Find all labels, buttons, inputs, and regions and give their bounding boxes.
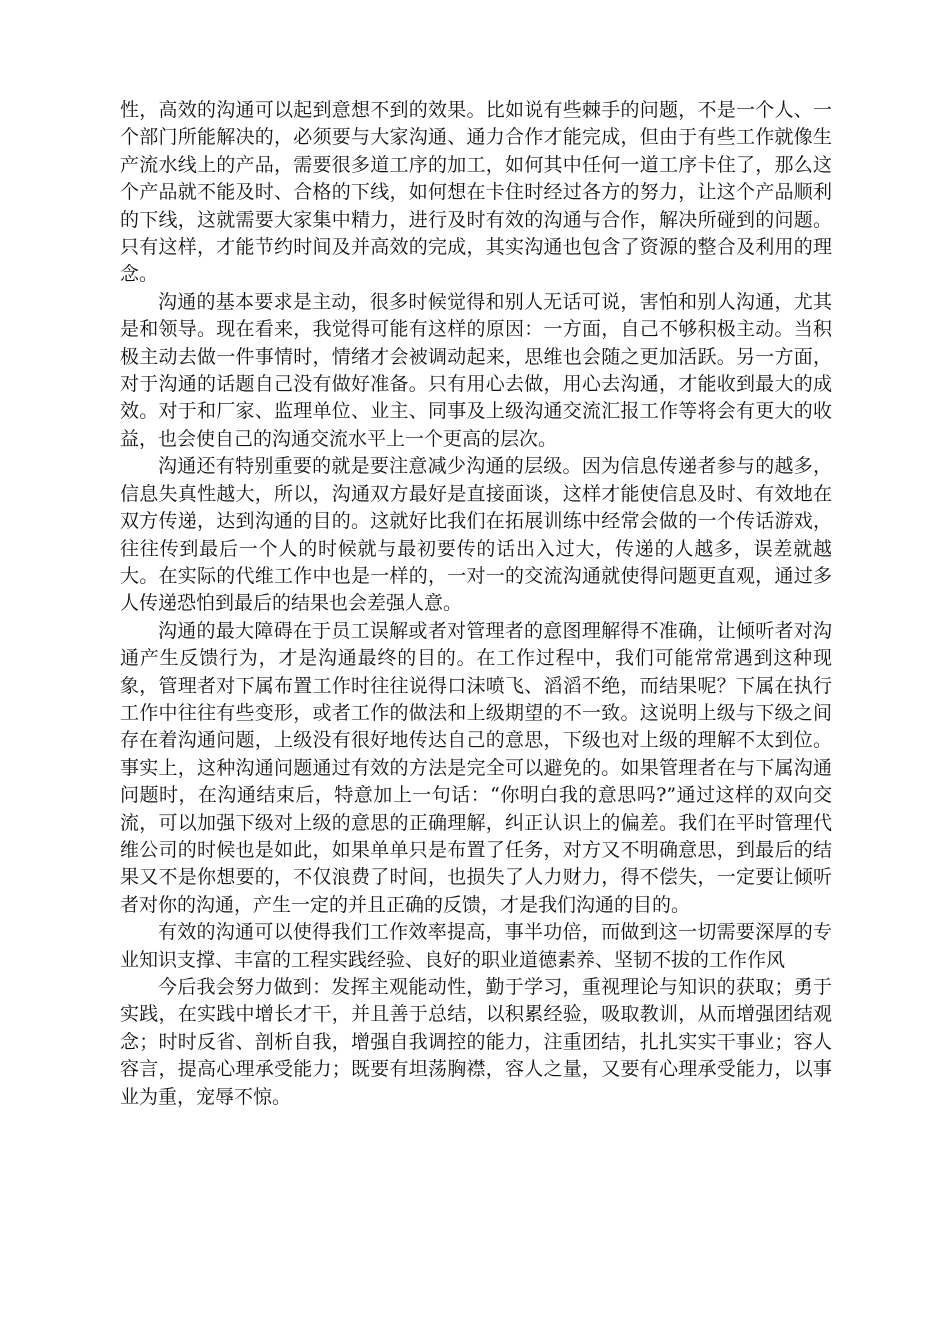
- paragraph-proactive-communication: 沟通的基本要求是主动，很多时候觉得和别人无话可说，害怕和别人沟通，尤其是和领导。现在看来，我觉得可能有这样的原因：一方面，自己不够积极主动。当积极主动去做一件事情时，情绪才会被调动起来，思维也会随之更加活跃。另一方面，对于沟通的话题自己没有做好准备。只有用心去做，用心去沟通，才能收到最大的成效。对于和厂家、监理单位、业主、同事及上级沟通交流汇报工作等将会有更大的收益，也会使自己的沟通交流水平上一个更高的层次。: [120, 290, 832, 450]
- paragraph-efficiency: 有效的沟通可以使得我们工作效率提高，事半功倍，而做到这一切需要深厚的专业知识支撑、丰富的工程实践经验、良好的职业道德素养、坚韧不拔的工作作风: [120, 921, 832, 971]
- paragraph-feedback: 沟通的最大障碍在于员工误解或者对管理者的意图理解得不准确，让倾听者对沟通产生反馈行为，才是沟通最终的目的。在工作过程中，我们可能常常遇到这种现象，管理者对下属布置工作时往往说得口沫喷飞、滔滔不绝，而结果呢？下属在执行工作中往往有些变形，或者工作的做法和上级期望的不一致。这说明上级与下级之间存在着沟通问题，上级没有很好地传达自己的意思，下级也对上级的理解不太到位。事实上，这种沟通问题通过有效的方法是完全可以避免的。如果管理者在与下属沟通问题时，在沟通结束后，特意加上一句话：“你明白我的意思吗?”通过这样的双向交流，可以加强下级对上级的意思的正确理解，纠正认识上的偏差。我们在平时管理代维公司的时候也是如此，如果单单只是布置了任务，对方又不明确意思，到最后的结果又不是你想要的，不仅浪费了时间，也损失了人力财力，得不偿失，一定要让倾听者对你的沟通，产生一定的并且正确的反馈，才是我们沟通的目的。: [120, 619, 832, 916]
- document-body: [120, 97, 832, 1111]
- paragraph-reduce-levels: 沟通还有特别重要的就是要注意减少沟通的层级。因为信息传递者参与的越多，信息失真性越大，所以，沟通双方最好是直接面谈，这样才能使信息及时、有效地在双方传递，达到沟通的目的。这就好比我们在拓展训练中经常会做的一个传话游戏，往往传到最后一个人的时候就与最初要传的话出入过大，传递的人越多，误差就越大。在实际的代维工作中也是一样的，一对一的交流沟通就使得问题更直观，通过多人传递恐怕到最后的结果也会差强人意。: [120, 455, 832, 615]
- paragraph-continued: 性，高效的沟通可以起到意想不到的效果。比如说有些棘手的问题，不是一个人、一个部门所能解决的，必须要与大家沟通、通力合作才能完成，但由于有些工作就像生产流水线上的产品，需要很多道工序的加工，如何其中任何一道工序卡住了，那么这个产品就不能及时、合格的下线，如何想在卡住时经过各方的努力，让这个产品顺利的下线，这就需要大家集中精力，进行及时有效的沟通与合作，解决所碰到的问题。只有这样，才能节约时间及并高效的完成，其实沟通也包含了资源的整合及利用的理念。: [120, 99, 832, 286]
- paragraph-future-goals: 今后我会努力做到：发挥主观能动性，勤于学习，重视理论与知识的获取；勇于实践，在实践中增长才干，并且善于总结，以积累经验，吸取教训，从而增强团结观念；时时反省、剖析自我，增强自我调控的能力，注重团结，扎扎实实干事业；容人容言，提高心理承受能力；既要有坦荡胸襟，容人之量，又要有心理承受能力，以事业为重，宠辱不惊。: [120, 976, 832, 1108]
